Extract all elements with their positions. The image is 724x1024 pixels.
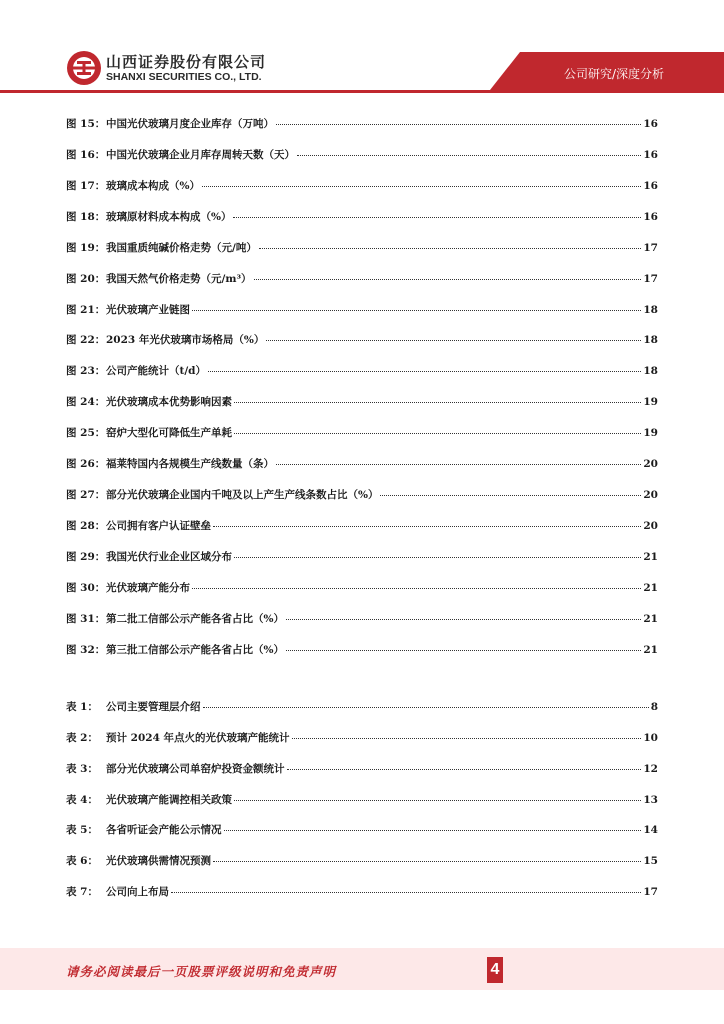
toc-label: 表 6： bbox=[66, 855, 98, 867]
toc-row[interactable] bbox=[66, 759, 658, 775]
toc-leader-dots bbox=[234, 788, 641, 801]
toc-leader-dots bbox=[287, 757, 642, 770]
toc-row[interactable] bbox=[66, 728, 658, 744]
toc-label: 图 20： bbox=[66, 273, 106, 285]
toc-page-number: 16 bbox=[643, 149, 658, 161]
toc-page-number: 17 bbox=[643, 273, 658, 285]
toc-row[interactable] bbox=[66, 300, 658, 316]
toc-leader-dots bbox=[286, 607, 641, 620]
toc-row[interactable] bbox=[66, 238, 658, 254]
toc-row[interactable] bbox=[66, 820, 658, 836]
toc-page-number: 12 bbox=[643, 763, 658, 775]
toc-row[interactable] bbox=[66, 790, 658, 806]
toc-leader-dots bbox=[213, 514, 641, 527]
toc-page-number: 18 bbox=[643, 304, 658, 316]
toc-row[interactable] bbox=[66, 361, 658, 377]
toc-leader-dots bbox=[171, 880, 641, 893]
toc-page-number: 16 bbox=[643, 180, 658, 192]
toc-page-number: 14 bbox=[643, 824, 658, 836]
toc-title: 公司产能统计（t/d） bbox=[106, 365, 207, 377]
toc-title: 窑炉大型化可降低生产单耗 bbox=[106, 427, 232, 439]
toc-leader-dots bbox=[380, 483, 641, 496]
toc-label: 图 22： bbox=[66, 334, 106, 346]
toc-title: 我国天然气价格走势（元/m³） bbox=[106, 273, 252, 285]
toc-label: 图 31： bbox=[66, 613, 106, 625]
toc-label: 图 15： bbox=[66, 118, 106, 130]
toc-label: 图 27： bbox=[66, 489, 106, 501]
toc-leader-dots bbox=[233, 205, 641, 218]
toc-row[interactable] bbox=[66, 640, 658, 656]
toc-row[interactable] bbox=[66, 269, 658, 285]
toc-row[interactable] bbox=[66, 578, 658, 594]
toc-row[interactable] bbox=[66, 516, 658, 532]
toc-row[interactable] bbox=[66, 485, 658, 501]
toc-leader-dots bbox=[254, 267, 642, 280]
toc-leader-dots bbox=[234, 421, 641, 434]
toc-page-number: 20 bbox=[643, 458, 658, 470]
toc-title: 中国光伏玻璃企业月库存周转天数（天） bbox=[106, 149, 295, 161]
toc-title: 光伏玻璃供需情况预测 bbox=[106, 855, 211, 867]
toc-leader-dots bbox=[297, 143, 641, 156]
toc-leader-dots bbox=[213, 849, 641, 862]
company-logo-icon bbox=[66, 50, 102, 86]
toc-page-number: 19 bbox=[643, 396, 658, 408]
toc-title: 光伏玻璃产业链图 bbox=[106, 304, 190, 316]
toc-title: 公司拥有客户认证壁垒 bbox=[106, 520, 211, 532]
toc-leader-dots bbox=[276, 452, 641, 465]
toc-title: 光伏玻璃产能调控相关政策 bbox=[106, 794, 232, 806]
toc-label: 表 2： bbox=[66, 732, 98, 744]
toc-page-number: 16 bbox=[643, 118, 658, 130]
toc-title: 玻璃成本构成（%） bbox=[106, 180, 200, 192]
toc-title: 公司向上布局 bbox=[106, 886, 169, 898]
toc-label: 图 18： bbox=[66, 211, 106, 223]
toc-page-number: 18 bbox=[643, 365, 658, 377]
toc-title: 光伏玻璃产能分布 bbox=[106, 582, 190, 594]
toc-leader-dots bbox=[286, 638, 641, 651]
toc-page-number: 21 bbox=[643, 613, 658, 625]
toc-row[interactable] bbox=[66, 547, 658, 563]
toc-row[interactable] bbox=[66, 392, 658, 408]
toc-page-number: 10 bbox=[643, 732, 658, 744]
toc-row[interactable] bbox=[66, 454, 658, 470]
toc-page-number: 21 bbox=[643, 582, 658, 594]
toc-leader-dots bbox=[234, 545, 641, 558]
toc-row[interactable] bbox=[66, 176, 658, 192]
page-number: 4 bbox=[487, 957, 503, 983]
toc-page-number: 13 bbox=[643, 794, 658, 806]
toc-row[interactable] bbox=[66, 145, 658, 161]
toc-leader-dots bbox=[276, 112, 641, 125]
toc-title: 我国光伏行业企业区域分布 bbox=[106, 551, 232, 563]
company-name-cn: 山西证券股份有限公司 bbox=[106, 53, 267, 71]
toc-row[interactable] bbox=[66, 330, 658, 346]
toc-row[interactable] bbox=[66, 609, 658, 625]
toc-label: 图 28： bbox=[66, 520, 106, 532]
toc-label: 图 21： bbox=[66, 304, 106, 316]
toc-label: 表 7： bbox=[66, 886, 98, 898]
company-name-en: SHANXI SECURITIES CO., LTD. bbox=[106, 71, 262, 83]
toc-page-number: 16 bbox=[643, 211, 658, 223]
toc-leader-dots bbox=[234, 390, 641, 403]
toc-page-number: 19 bbox=[643, 427, 658, 439]
toc-row[interactable] bbox=[66, 882, 658, 898]
toc-label: 表 3： bbox=[66, 763, 98, 775]
toc-page-number: 20 bbox=[643, 520, 658, 532]
toc-title: 部分光伏玻璃公司单窑炉投资金额统计 bbox=[106, 763, 285, 775]
toc-row[interactable] bbox=[66, 851, 658, 867]
toc-title: 光伏玻璃成本优势影响因素 bbox=[106, 396, 232, 408]
toc-page-number: 17 bbox=[643, 886, 658, 898]
toc-label: 图 32： bbox=[66, 644, 106, 656]
toc-label: 图 23： bbox=[66, 365, 106, 377]
footer-disclaimer: 请务必阅读最后一页股票评级说明和免责声明 bbox=[66, 964, 337, 979]
toc-page-number: 15 bbox=[643, 855, 658, 867]
toc-row[interactable] bbox=[66, 423, 658, 439]
toc-title: 部分光伏玻璃企业国内千吨及以上产生产线条数占比（%） bbox=[106, 489, 379, 501]
toc-leader-dots bbox=[259, 236, 642, 249]
toc-label: 图 17： bbox=[66, 180, 106, 192]
toc-row[interactable] bbox=[66, 697, 658, 713]
toc-label: 图 26： bbox=[66, 458, 106, 470]
toc-label: 图 25： bbox=[66, 427, 106, 439]
toc-title: 玻璃原材料成本构成（%） bbox=[106, 211, 232, 223]
toc-leader-dots bbox=[292, 726, 642, 739]
toc-page-number: 8 bbox=[650, 701, 658, 713]
toc-title: 第二批工信部公示产能各省占比（%） bbox=[106, 613, 284, 625]
toc-title: 中国光伏玻璃月度企业库存（万吨） bbox=[106, 118, 274, 130]
toc-label: 图 24： bbox=[66, 396, 106, 408]
toc-page-number: 18 bbox=[643, 334, 658, 346]
report-type-label: 公司研究/深度分析 bbox=[563, 67, 664, 81]
toc-title: 第三批工信部公示产能各省占比（%） bbox=[106, 644, 284, 656]
toc-leader-dots bbox=[192, 298, 641, 311]
toc-leader-dots bbox=[224, 818, 642, 831]
toc-label: 图 30： bbox=[66, 582, 106, 594]
page-header bbox=[0, 0, 724, 96]
toc-label: 表 1： bbox=[66, 701, 98, 713]
toc-label: 图 29： bbox=[66, 551, 106, 563]
toc-page-number: 17 bbox=[643, 242, 658, 254]
toc-leader-dots bbox=[192, 576, 641, 589]
toc-label: 表 4： bbox=[66, 794, 98, 806]
toc-label: 表 5： bbox=[66, 824, 98, 836]
toc-leader-dots bbox=[208, 359, 641, 372]
toc-row[interactable] bbox=[66, 114, 658, 130]
toc-leader-dots bbox=[266, 328, 641, 341]
toc-title: 2023 年光伏玻璃市场格局（%） bbox=[106, 334, 265, 346]
toc-title: 预计 2024 年点火的光伏玻璃产能统计 bbox=[106, 732, 290, 744]
toc-page-number: 21 bbox=[643, 551, 658, 563]
toc-title: 各省听证会产能公示情况 bbox=[106, 824, 222, 836]
toc-page-number: 20 bbox=[643, 489, 658, 501]
toc-title: 福莱特国内各规模生产线数量（条） bbox=[106, 458, 274, 470]
toc-title: 公司主要管理层介绍 bbox=[106, 701, 201, 713]
toc-leader-dots bbox=[203, 695, 649, 708]
toc-label: 图 16： bbox=[66, 149, 106, 161]
toc-page-number: 21 bbox=[643, 644, 658, 656]
toc-leader-dots bbox=[202, 174, 641, 187]
toc-label: 图 19： bbox=[66, 242, 106, 254]
toc-title: 我国重质纯碱价格走势（元/吨） bbox=[106, 242, 257, 254]
toc-row[interactable] bbox=[66, 207, 658, 223]
